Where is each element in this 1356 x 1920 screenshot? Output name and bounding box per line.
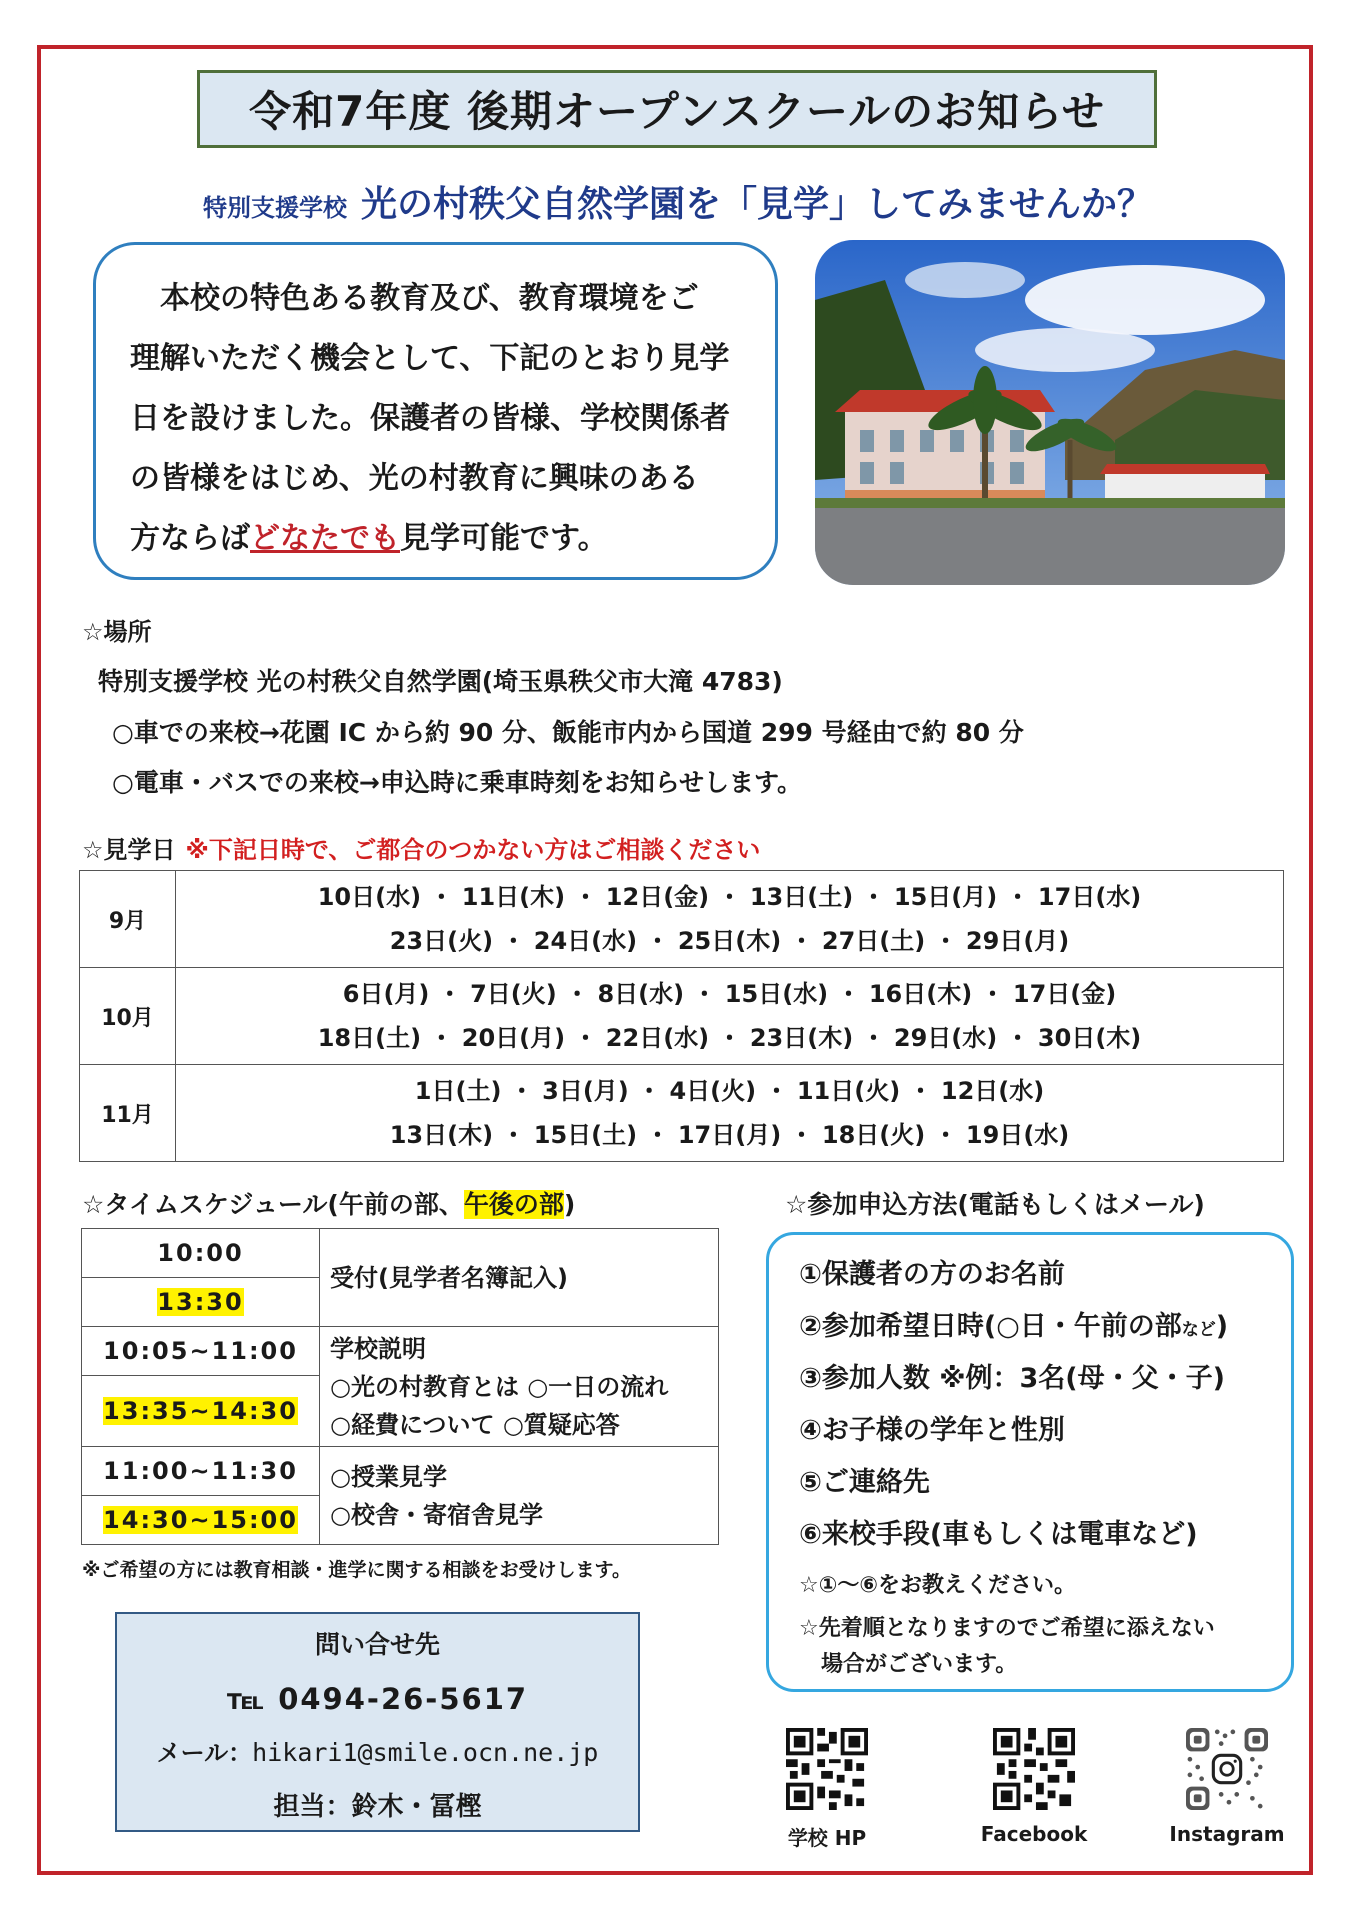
schedule-text: ○授業見学 [330,1462,447,1491]
dates-line: 1日(土) ・ 3日(月) ・ 4日(火) ・ 11日(火) ・ 12日(水) [414,1077,1045,1105]
schedule-text: ○光の村教育とは ○一日の流れ [330,1372,669,1401]
email-label: メール： [156,1739,253,1767]
time-pm-text: 13:35~14:30 [103,1397,298,1425]
contact-phone [117,1672,638,1726]
table-row [82,1447,719,1496]
table-row [82,1327,719,1376]
qr-label-school-hp: 学校 HP [787,1826,867,1850]
apply-item: ④お子様の学年と性別 [799,1415,1065,1446]
intro-line [130,509,747,569]
location-car-access: ○車での来校→花園 IC から約 90 分、飯能市内から国道 299 号経由で約 80 分 [112,718,1024,747]
apply-heading: ☆参加申込方法(電話もしくはメール) [785,1190,1205,1219]
apply-item-text: ) [1215,1311,1229,1342]
schedule-content [320,1229,719,1327]
visit-dates-table [79,870,1284,1162]
apply-item [799,1301,1291,1353]
time-am: 11:00~11:30 [82,1447,320,1496]
apply-item: ①保護者の方のお名前 [799,1259,1065,1290]
schedule-heading-text: ) [563,1190,576,1219]
phone-icon: ℡ [226,1682,267,1716]
intro-text: 方ならば [130,521,250,556]
time-pm [82,1376,320,1447]
apply-item-small: など [1181,1320,1216,1340]
month-cell: 10月 [80,968,176,1065]
dates-cell [176,1065,1284,1162]
table-row [82,1229,719,1278]
apply-box [766,1232,1294,1692]
time-pm-text: 14:30~15:00 [103,1506,298,1534]
table-row [80,871,1284,968]
intro-line: 本校の特色ある教育及び、教育環境をご [130,281,699,316]
schedule-table [81,1228,719,1545]
qr-label-instagram: Instagram [1169,1822,1285,1846]
dates-line: 6日(月) ・ 7日(火) ・ 8日(水) ・ 15日(水) ・ 16日(木) ・ 17日(金) [342,980,1117,1008]
location-address: 特別支援学校 光の村秩父自然学園(埼玉県秩父市大滝 4783) [98,667,783,696]
table-row [80,1065,1284,1162]
visit-warning: ※下記日時で、ご都合のつかない方はご相談ください [185,836,761,864]
school-building-image [815,240,1285,585]
dates-line: 13日(木) ・ 15日(土) ・ 17日(月) ・ 18日(火) ・ 19日(水) [389,1121,1070,1149]
apply-note: ☆①～⑥をお教えください。 [799,1573,1076,1598]
schedule-text: ○経費について ○質疑応答 [330,1410,620,1439]
contact-staff: 担当：鈴木・冨樫 [273,1792,482,1822]
qr-code-icon[interactable] [993,1728,1075,1810]
time-am: 10:05~11:00 [82,1327,320,1376]
dates-cell [176,968,1284,1065]
time-am: 10:00 [82,1229,320,1278]
dates-line: 23日(火) ・ 24日(水) ・ 25日(木) ・ 27日(土) ・ 29日(月) [389,927,1070,955]
subtitle-main: 光の村秩父自然学園を「見学」してみませんか？ [360,184,1153,225]
table-row [80,968,1284,1065]
intro-text-box [93,242,778,580]
qr-code-icon[interactable] [786,1728,868,1810]
month-cell: 9月 [80,871,176,968]
apply-note: ☆先着順となりますのでご希望に添えない [799,1616,1215,1641]
intro-emphasis: どなたでも [250,521,400,556]
time-pm [82,1496,320,1545]
location-heading: ☆場所 [82,618,152,646]
schedule-text: 学校説明 [330,1334,426,1363]
month-cell: 11月 [80,1065,176,1162]
schedule-heading-text: ☆タイムスケジュール(午前の部、 [82,1190,464,1219]
apply-item-text: ②参加希望日時(○日・午前の部 [799,1311,1182,1342]
intro-line: の皆様をはじめ、光の村教育に興味のある [130,461,699,496]
schedule-content [320,1447,719,1545]
subtitle-school-type: 特別支援学校 [202,194,347,222]
phone-number[interactable]: 0494-26-5617 [278,1682,529,1716]
qr-label-facebook: Facebook [980,1822,1088,1846]
consultation-note: ※ご希望の方には教育相談・進学に関する相談をお受けします。 [82,1559,631,1581]
dates-cell [176,871,1284,968]
apply-note: 場合がございます。 [799,1652,1018,1677]
time-pm-text: 13:30 [157,1288,244,1316]
schedule-content [320,1327,719,1447]
apply-item: ③参加人数 ※例：3名(母・父・子) [799,1363,1225,1394]
intro-text: 見学可能です。 [400,521,608,556]
contact-heading: 問い合せ先 [314,1630,440,1659]
subtitle [0,176,1356,227]
email-address[interactable]: hikari1@smile.ocn.ne.jp [252,1738,599,1767]
location-train-access: ○電車・バスでの来校→申込時に乗車時刻をお知らせします。 [112,768,803,797]
qr-code-instagram-icon[interactable] [1186,1728,1268,1810]
schedule-text: 受付(見学者名簿記入) [330,1263,568,1292]
apply-item: ⑤ご連絡先 [799,1467,930,1498]
schedule-heading-highlight: 午後の部 [463,1190,564,1219]
visit-heading-label: ☆見学日 [82,836,176,864]
contact-email [117,1726,638,1780]
intro-line: 日を設けました。保護者の皆様、学校関係者 [130,401,730,436]
school-photo [815,240,1285,585]
intro-line: 理解いただく機会として、下記のとおり見学 [130,341,730,376]
schedule-heading [82,1185,575,1221]
time-pm [82,1278,320,1327]
apply-item: ⑥来校手段(車もしくは電車など) [799,1519,1198,1550]
dates-line: 18日(土) ・ 20日(月) ・ 22日(水) ・ 23日(木) ・ 29日(水) ・ 30日(木) [317,1024,1142,1052]
contact-box [115,1612,640,1832]
dates-line: 10日(水) ・ 11日(木) ・ 12日(金) ・ 13日(土) ・ 15日(月) ・ 17日(水) [317,883,1142,911]
schedule-text: ○校舎・寄宿舎見学 [330,1500,543,1529]
page-title: 令和7年度 後期オープンスクールのお知らせ [197,70,1157,148]
visit-heading [82,830,760,865]
